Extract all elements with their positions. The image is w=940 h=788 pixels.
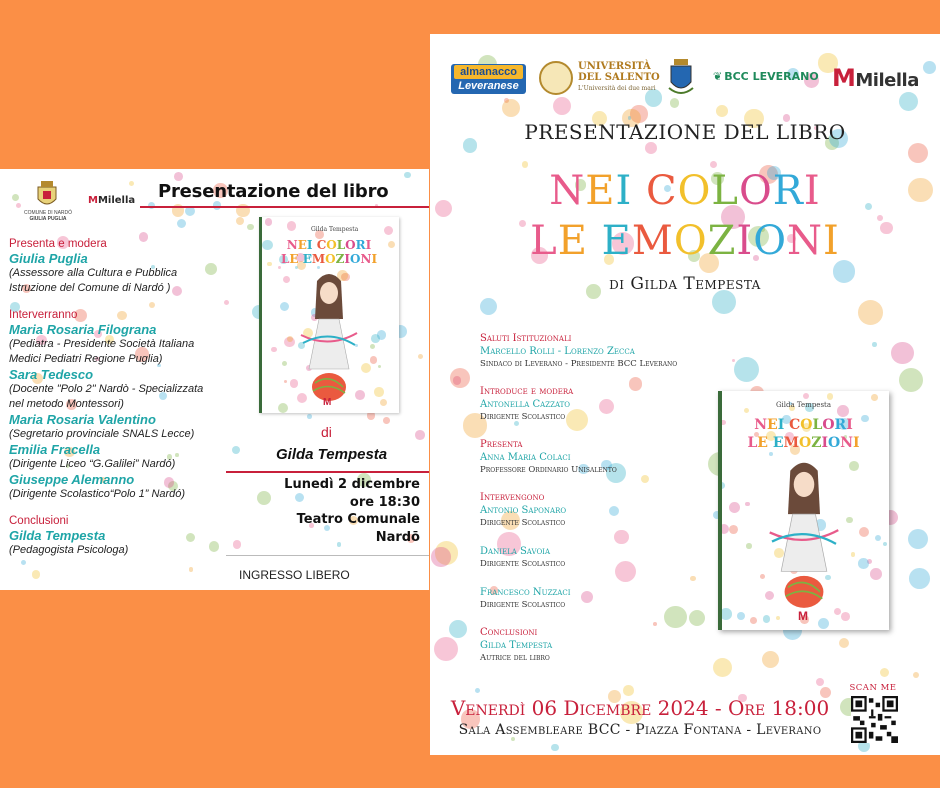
- speakers-list: [9, 237, 234, 558]
- title-divider: [140, 206, 429, 208]
- speaker-desc: nel metodo Montessori): [9, 398, 124, 410]
- speaker-desc: Medici Pediatri Regione Puglia): [9, 353, 163, 365]
- speaker-desc: (Pediatra - Presidente Società Italiana: [9, 338, 195, 350]
- book-cover-large: [718, 391, 889, 630]
- program-name: Anna Maria Colaci: [480, 452, 571, 463]
- speaker-desc: (Assessore alla Cultura e Pubblica: [9, 267, 178, 279]
- book-author: Gilda Tempesta: [775, 401, 832, 409]
- speaker-name: Sara Tedesco: [9, 367, 94, 382]
- program-list: [480, 333, 740, 664]
- program-desc: Sindaco di Leverano - Presidente BCC Leverano: [480, 359, 678, 369]
- left-title: Presentazione del libro: [158, 181, 389, 202]
- entry-note: INGRESSO LIBERO: [239, 568, 350, 582]
- event-details: [226, 476, 420, 546]
- speaker-desc: (Dirigente Liceo “G.Galilei” Nardó): [9, 458, 176, 470]
- book-title-line1: NEI COLORI: [286, 238, 372, 252]
- author-name: Gilda Tempesta: [276, 446, 388, 463]
- program-role: Presenta: [480, 439, 523, 450]
- program-desc: Dirigente Scolastico: [480, 412, 566, 422]
- university-seal-icon: [539, 61, 573, 95]
- program-role: Intervengono: [480, 492, 545, 503]
- left-header: [0, 169, 429, 224]
- speaker-name: Giulia Puglia: [9, 251, 88, 266]
- nardo-crest-icon: [34, 179, 60, 211]
- sponsor-logo-bar: [430, 56, 940, 106]
- program-desc: Dirigente Scolastico: [480, 559, 566, 569]
- event-venue: Teatro Comunale: [296, 512, 420, 527]
- speaker-desc: Istruzione del Comune di Nardó ): [9, 282, 171, 294]
- role-label: Presenta e modera: [9, 238, 107, 250]
- role-label: Interverranno: [9, 309, 78, 321]
- girl-illustration: [764, 457, 844, 617]
- program-name: Daniela Savoia: [480, 546, 551, 557]
- entry-divider: [226, 555, 429, 556]
- role-label: Conclusioni: [9, 515, 69, 527]
- poster-byline: di Gilda Tempesta: [609, 274, 761, 294]
- speaker-desc: (Docente "Polo 2" Nardò - Specializzata: [9, 383, 204, 395]
- publisher-mark-icon: M: [798, 609, 808, 623]
- program-name: Antonio Saponaro: [480, 505, 567, 516]
- speaker-desc: (Dirigente Scolastico“Polo 1” Nardó): [9, 488, 186, 500]
- program-role: Introduce e modera: [480, 386, 574, 397]
- speaker-name: Emilia Fracella: [9, 442, 101, 457]
- qr-code-icon[interactable]: [851, 696, 898, 743]
- scan-me-label: SCAN ME: [849, 683, 897, 693]
- event-divider: [226, 471, 429, 473]
- speaker-name: Gilda Tempesta: [9, 528, 106, 543]
- speaker-name: Giuseppe Alemanno: [9, 472, 135, 487]
- event-date: Venerdì 06 Dicembre 2024 - Ore 18:00: [450, 696, 830, 720]
- poster-title-line2: LE EMOZIONI: [530, 218, 840, 264]
- di-label: di: [321, 424, 332, 440]
- event-date: Lunedì 2 dicembre: [284, 477, 420, 492]
- publisher-mark-icon: M: [323, 397, 332, 408]
- program-role: Conclusioni: [480, 627, 538, 638]
- milella-logo: MMilella: [832, 64, 919, 92]
- program-desc: Professore Ordinario Unisalento: [480, 465, 617, 475]
- poster-pretitle: PRESENTAZIONE DEL LIBRO: [524, 120, 846, 144]
- university-logo: UNIVERSITÀ DEL SALENTO L'Università dei due mari: [578, 61, 660, 92]
- program-desc: Dirigente Scolastico: [480, 518, 566, 528]
- speaker-desc: (Segretario provinciale SNALS Lecce): [9, 428, 195, 440]
- book-title-line2: LE EMOZIONI: [747, 435, 860, 451]
- program-name: Marcello Rolli - Lorenzo Zecca: [480, 346, 635, 357]
- speaker-desc: (Pedagogista Psicologa): [9, 544, 129, 556]
- book-title-line1: NEI COLORI: [754, 417, 853, 433]
- program-desc: Autrice del libro: [480, 653, 550, 663]
- leverano-crest-icon: [666, 58, 696, 98]
- right-poster: [430, 34, 940, 755]
- girl-illustration: [299, 269, 359, 409]
- program-name: Antonella Cazzato: [480, 399, 571, 410]
- book-title-line2: LE EMOZIONI: [280, 252, 378, 266]
- book-author: Gilda Tempesta: [311, 226, 359, 233]
- event-time: ore 18:30: [349, 494, 420, 510]
- event-place: Sala Assembleare BCC - Piazza Fontana - Leverano: [458, 722, 822, 738]
- bcc-logo: ❦ BCC LEVERANO: [713, 70, 819, 83]
- poster-title-line1: NEI COLORI: [549, 168, 821, 214]
- program-name: Gilda Tempesta: [480, 640, 553, 651]
- left-flyer: [0, 169, 429, 590]
- book-cover-small: [259, 217, 399, 413]
- speaker-name: Maria Rosaria Valentino: [9, 412, 156, 427]
- milella-logo: MMilella: [88, 195, 136, 206]
- program-name: Francesco Nuzzaci: [480, 587, 571, 598]
- program-desc: Dirigente Scolastico: [480, 600, 566, 610]
- crest-caption: COMUNE DI NARDÓ GIULIA PUGLIA: [23, 210, 73, 222]
- almanacco-logo: almanacco Leveranese: [451, 64, 526, 94]
- event-city: Nardō: [375, 529, 420, 545]
- program-role: Saluti Istituzionali: [480, 333, 572, 344]
- speaker-name: Maria Rosaria Filograna: [9, 322, 157, 337]
